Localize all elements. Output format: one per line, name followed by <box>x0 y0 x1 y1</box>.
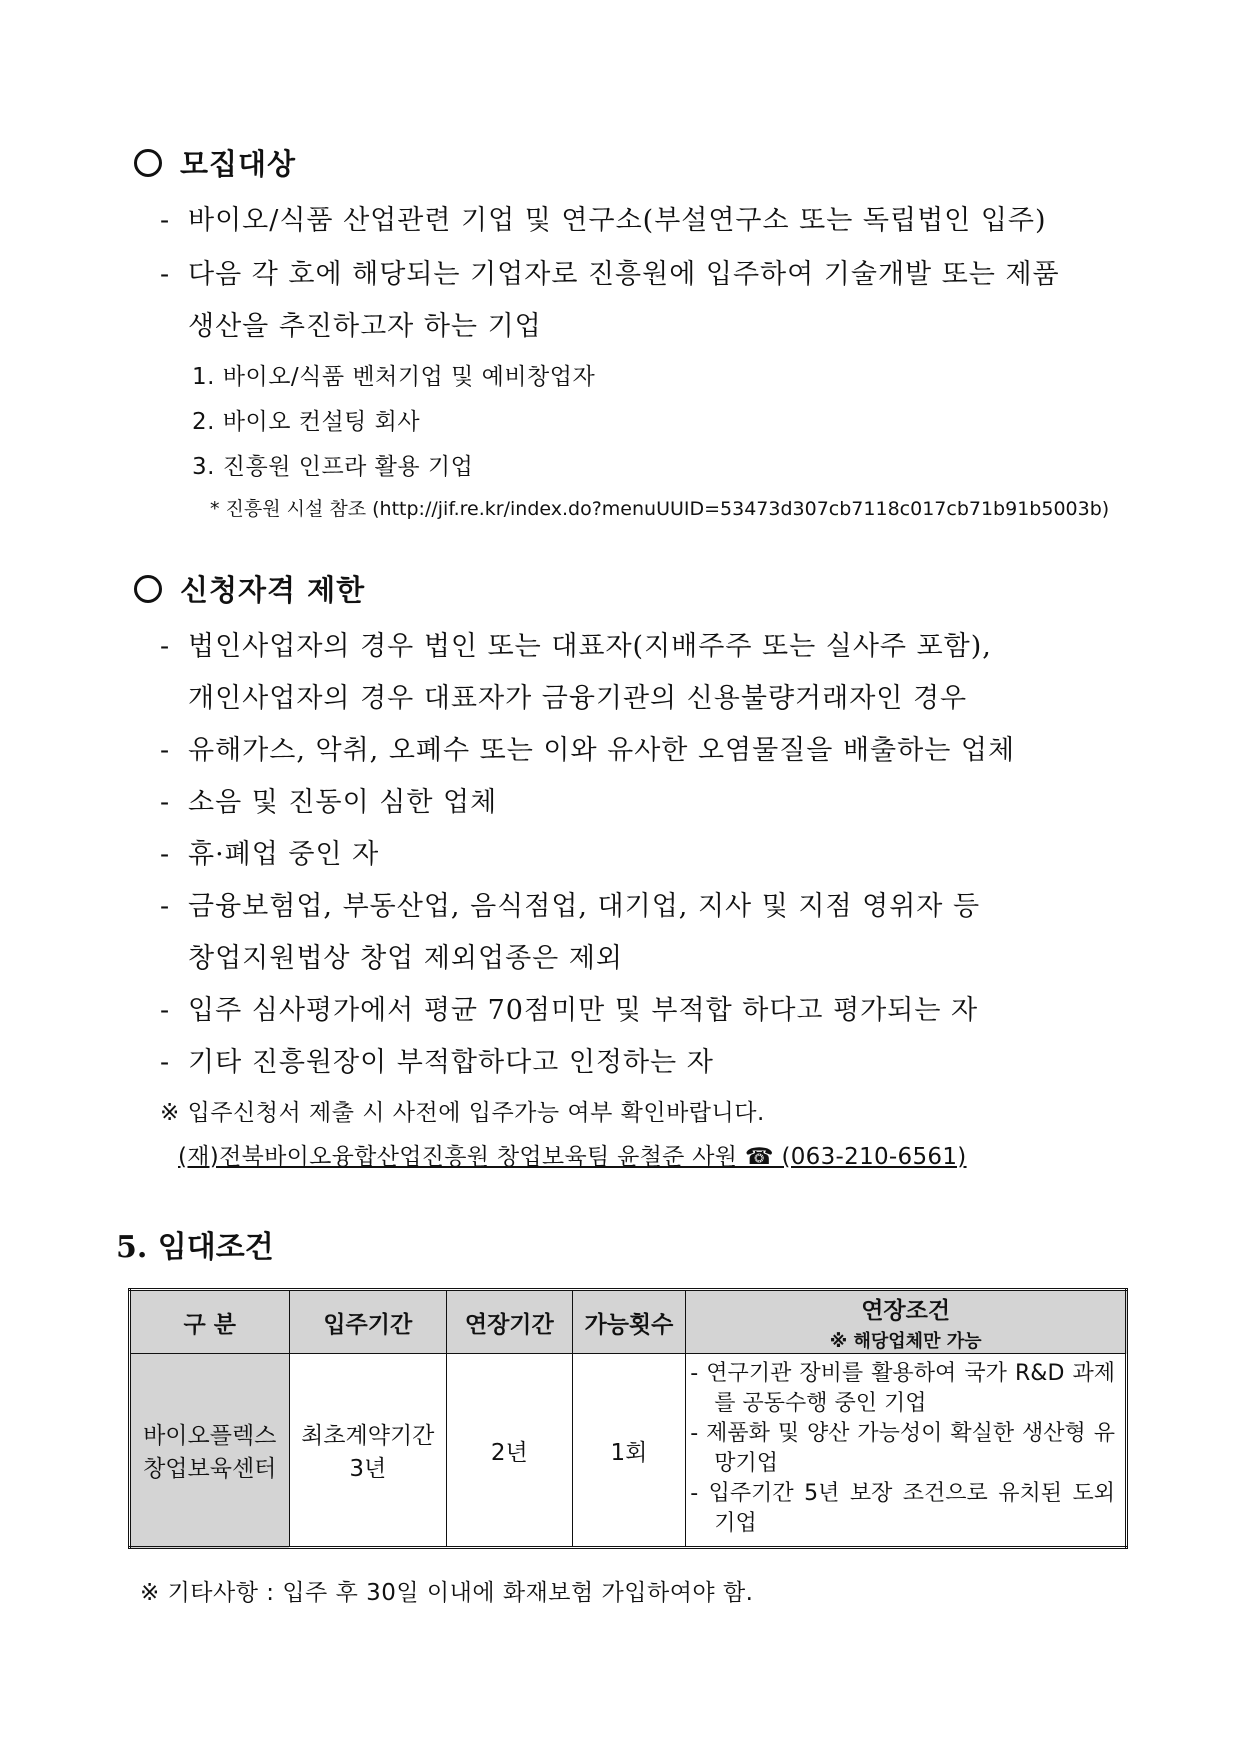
cell-conditions <box>686 1354 1127 1548</box>
condition-item: - 입주기간 5년 보장 조건으로 유치된 도외기업 <box>690 1481 1115 1536</box>
cell-extension: 2년 <box>447 1354 573 1548</box>
header-count: 가능횟수 <box>572 1290 686 1354</box>
restrict-line-2: - 유해가스, 악취, 오폐수 또는 이와 유사한 오염물질을 배출하는 업체 <box>160 735 1016 766</box>
header-period: 입주기간 <box>289 1290 447 1354</box>
header-condition: 연장조건 ※ 해당업체만 가능 <box>686 1290 1127 1354</box>
restrict-heading: 신청자격 제한 <box>134 568 365 609</box>
cell-category: 바이오플렉스 창업보육센터 <box>130 1354 290 1548</box>
circle-bullet-icon <box>134 575 162 603</box>
lease-table <box>128 1288 1128 1549</box>
header-category: 구 분 <box>130 1290 290 1354</box>
table-header-row <box>130 1290 1127 1354</box>
restrict-line-5: - 금융보험업, 부동산업, 음식점업, 대기업, 지사 및 지점 영위자 등 <box>160 891 981 922</box>
recruit-heading: 모집대상 <box>134 142 296 183</box>
recruit-bullet-1: - 바이오/식품 산업관련 기업 및 연구소(부설연구소 또는 독립법인 입주) <box>160 205 1047 236</box>
restrict-line-7: - 기타 진흥원장이 부적합하다고 인정하는 자 <box>160 1047 714 1078</box>
misc-note: ※ 기타사항 : 입주 후 30일 이내에 화재보험 가입하여야 함. <box>140 1580 754 1606</box>
restrict-line-1-cont: 개인사업자의 경우 대표자가 금융기관의 신용불량거래자인 경우 <box>188 683 968 714</box>
contact-info: (재)전북바이오융합산업진흥원 창업보육팀 윤철준 사원 ☎ (063-210-6561) <box>178 1144 967 1170</box>
recruit-item-3: 3. 진흥원 인프라 활용 기업 <box>192 454 474 480</box>
recruit-bullet-2-cont: 생산을 추진하고자 하는 기업 <box>188 311 542 342</box>
condition-item: - 연구기관 장비를 활용하여 국가 R&D 과제를 공동수행 중인 기업 <box>690 1361 1115 1416</box>
restrict-line-1: - 법인사업자의 경우 법인 또는 대표자(지배주주 또는 실사주 포함), <box>160 631 992 662</box>
lease-heading: 5. 임대조건 <box>116 1230 274 1265</box>
header-extension: 연장기간 <box>447 1290 573 1354</box>
recruit-item-1: 1. 바이오/식품 벤처기업 및 예비창업자 <box>192 364 596 390</box>
circle-bullet-icon <box>134 149 162 177</box>
confirmation-notice: ※ 입주신청서 제출 시 사전에 입주가능 여부 확인바랍니다. <box>160 1100 765 1126</box>
facility-reference-note: * 진흥원 시설 참조 (http://jif.re.kr/index.do?menuUUID=53473d307cb7118c017cb71b91b5003b) <box>210 498 1110 520</box>
restrict-line-5-cont: 창업지원법상 창업 제외업종은 제외 <box>188 943 623 974</box>
restrict-line-6: - 입주 심사평가에서 평균 70점미만 및 부적합 하다고 평가되는 자 <box>160 995 979 1026</box>
cell-count: 1회 <box>572 1354 686 1548</box>
recruit-bullet-2: - 다음 각 호에 해당되는 기업자로 진흥원에 입주하여 기술개발 또는 제품 <box>160 259 1060 290</box>
cell-period: 최초계약기간 3년 <box>289 1354 447 1548</box>
condition-item: - 제품화 및 양산 가능성이 확실한 생산형 유망기업 <box>690 1421 1115 1476</box>
recruit-item-2: 2. 바이오 컨설팅 회사 <box>192 409 421 435</box>
header-condition-sub: ※ 해당업체만 가능 <box>829 1330 982 1352</box>
restrict-line-3: - 소음 및 진동이 심한 업체 <box>160 787 498 818</box>
table-row <box>130 1354 1127 1548</box>
restrict-line-4: - 휴·폐업 중인 자 <box>160 839 380 870</box>
